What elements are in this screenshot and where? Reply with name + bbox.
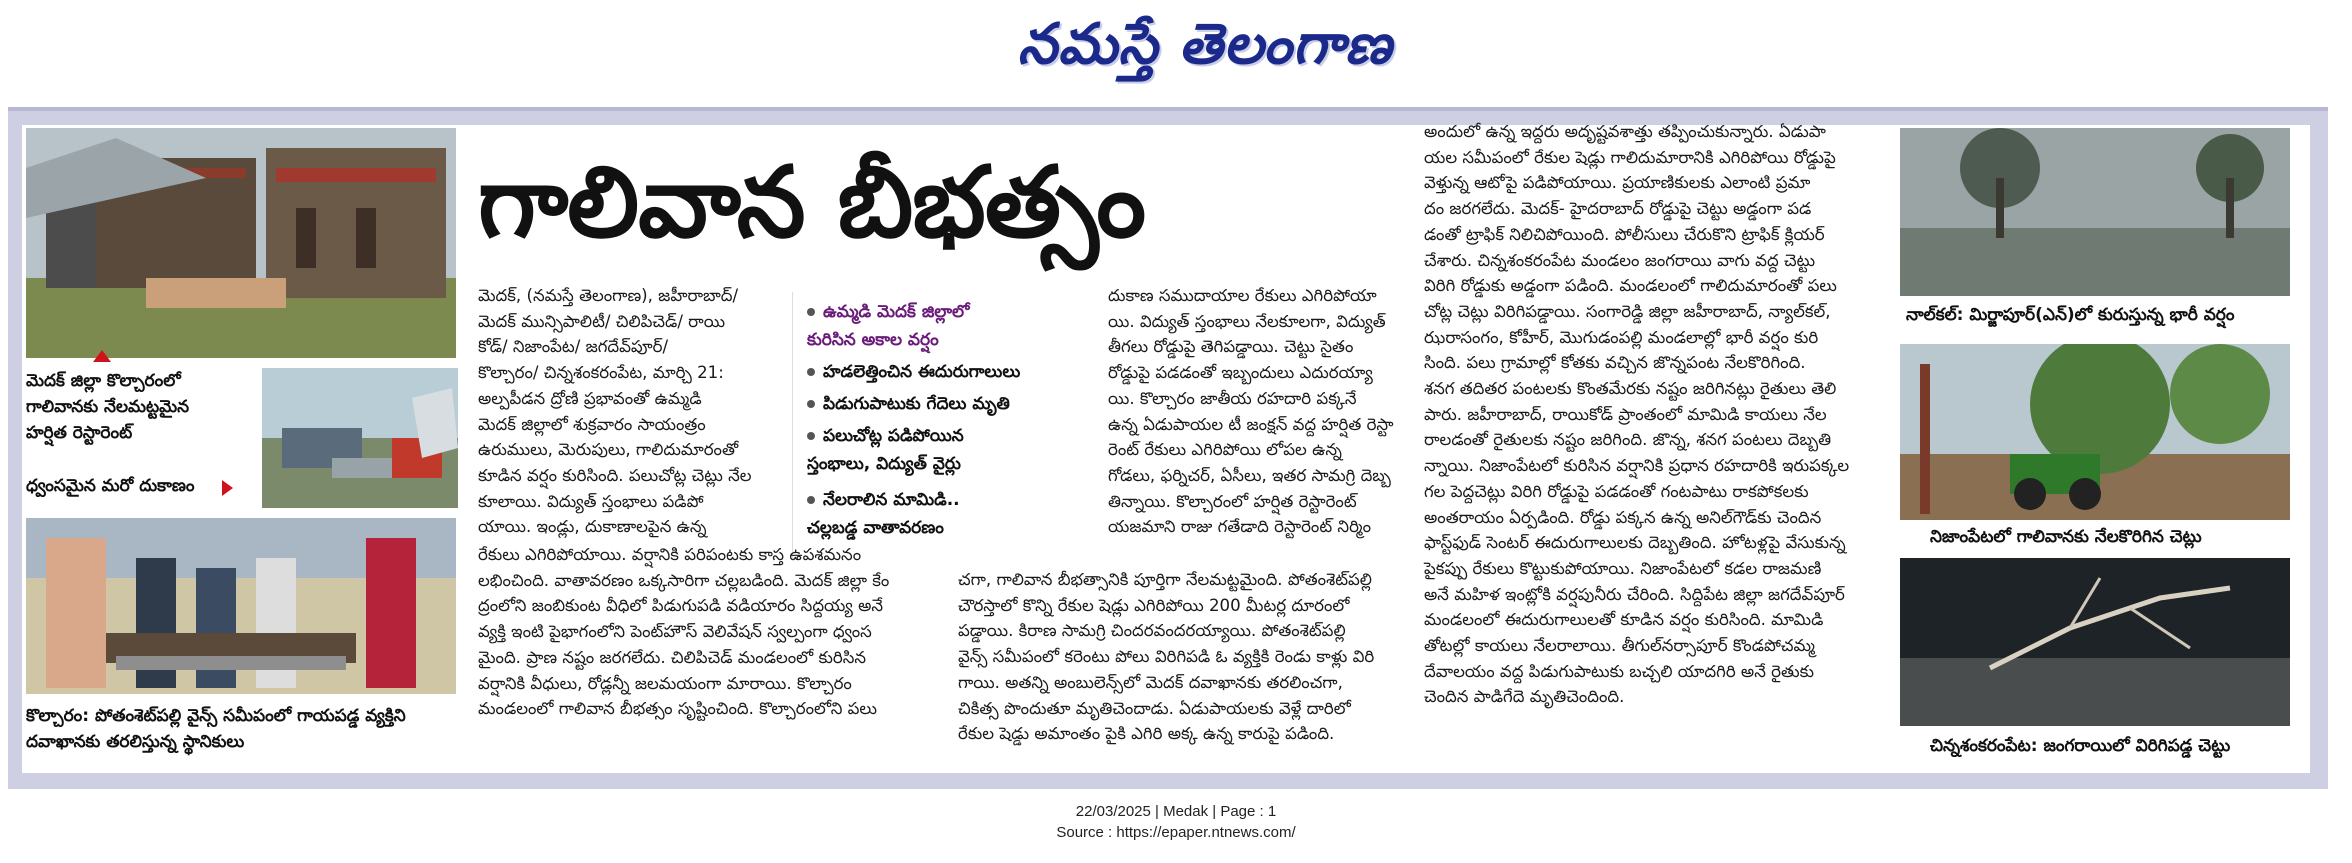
caption-collapsed-restaurant: మెదక్ జిల్లా కొల్చారంలో గాలివానకు నేలమట్టమైన హర్షిత రెస్టారెంట్: [26, 371, 190, 443]
photo-fallen-trees: [1900, 344, 2290, 520]
caption-damaged-shop: ధ్వంసమైన మరో దుకాణం: [26, 476, 195, 496]
caption-injured-man: కొల్చారం: పోతంశెట్‌పల్లి వైన్స్ సమీపంలో గాయపడ్డ వ్యక్తిని దవాఖానకు తరలిస్తున్న స్థానికులు: [26, 706, 406, 752]
caption-heavy-rain: నాల్‌కల్: మిర్జాపూర్(ఎన్)లో కురుస్తున్న భారీ వర్షం: [1906, 305, 2235, 325]
caption-broken-tree: చిన్నశంకరంపేట: జంగరాయిలో విరిగిపడ్డ చెట్టు: [1930, 736, 2231, 756]
bullet-icon: [807, 400, 815, 408]
article-col1-bottom: రేకులు ఎగిరిపోయాయి. వర్షానికి పరిపంటకు కాస్త ఉపశమనం లభించింది. వాతావరణం ఒక్కసారిగా చల్లబడింది. మెదక్ జిల్లా కేం ద్రంలోని జంబికుంట వీధిలో పిడుగుపడి వడియారం సిద్దయ్య అనే వ్యక్తి ఇంటి పైభాగంలోని పెంట్‌హౌస్ వెలివేషన్ స్వల్పంగా ధ్వంస మైంది. ప్రాణ నష్టం జరగలేదు. చిలిపిచెడ్ మండలంలో కురిసిన వర్షానికి వీధులు, రోడ్లన్నీ జలమయంగా మారాయి. కొల్చారం మండలంలో గాలివాన బీభత్సం సృష్టించింది. కొల్చారంలోని పలు: [478, 545, 890, 719]
highlight-item: హడలెత్తించిన ఈదురుగాలులు: [807, 358, 1097, 386]
article-col1-top: మెదక్, (నమస్తే తెలంగాణ), జహీరాబాద్/ మెదక్ మున్సిపాలిటీ/ చిలిపిచెడ్/ రాయి కోడ్/ నిజాంపేట/ జగదేవ్‌పూర్/ కొల్చారం/ చిన్నశంకరంపేట, మార్చి 21: అల్పపీడన ద్రోణి ప్రభావంతో ఉమ్మడి మెదక్ జిల్లాలో శుక్రవారం సాయంత్రం ఉరుములు, మెరుపులు, గాలిదుమారంతో కూడిన వర్షం కురిసింది. పలుచోట్ల చెట్లు నేల కూలాయి. విద్యుత్ స్తంభాలు పడిపో యాయి. ఇండ్లు, దుకాణాలపైన ఉన్న: [478, 286, 752, 537]
footer-source-link[interactable]: Source : https://epaper.ntnews.com/: [1056, 824, 1296, 841]
caption-fallen-trees: నిజాంపేటలో గాలివానకు నేలకొరిగిన చెట్లు: [1930, 527, 2202, 547]
bullet-icon: [807, 432, 815, 440]
article-col2-bottom: చగా, గాలివాన బీభత్సానికి పూర్తిగా నేలమట్టమైంది. పోతంశెట్‌పల్లి చౌరస్తాలో కొన్ని రేకుల షెడ్లు ఎగిరిపోయి 200 మీటర్ల దూరంలో పడ్డాయి. కిరాణ సామగ్రి చిందరవందరయ్యాయి. పోతంశెట్‌పల్లి వైన్స్ సమీపంలో కరెంటు పోలు విరిగిపడి ఓ వ్యక్తికి రెండు కాళ్లు విరి గాయి. అతన్ని అంబులెన్స్‌లో మెదక్ దవాఖానకు తరలించగా, చికిత్స పొందుతూ మృతిచెందాడు. ఏడుపాయలకు వెళ్లే దారిలో రేకుల షెడ్డు అమాంతం పైకి ఎగిరి అక్క ఉన్న కారుపై పడింది.: [958, 570, 1375, 744]
photo-injured-man: [26, 518, 456, 694]
bullet-icon: [807, 308, 815, 316]
masthead: [0, 0, 2352, 100]
highlight-item: పలుచోట్ల పడిపోయిన స్తంభాలు, విద్యుత్ వైర్లు: [807, 426, 964, 474]
newspaper-logo: నమస్తే తెలంగాణ: [1017, 11, 1393, 77]
photo-heavy-rain: [1900, 128, 2290, 296]
photo-damaged-shop: [262, 368, 458, 508]
highlight-item: పిడుగుపాటుకు గేదెలు మృతి: [807, 390, 1097, 418]
photo-collapsed-restaurant: [26, 128, 456, 358]
red-pointer-icon: [93, 350, 111, 362]
highlight-item: నేలరాలిన మామిడి.. చల్లబడ్డ వాతావరణం: [807, 490, 960, 538]
bullet-icon: [807, 368, 815, 376]
bullet-icon: [807, 496, 815, 504]
article-col2-top: దుకాణ సముదాయాల రేకులు ఎగిరిపోయా యి. విద్యుత్ స్తంభాలు నేలకూలగా, విద్యుత్ తీగలు రోడ్డుపై తెగిపడ్డాయి. చెట్టు సైతం రోడ్డుపై పడడంతో ఇబ్బందులు ఎదురయ్యా యి. కొల్చారం జాతీయ రహదారి పక్కనే ఉన్న ఏడుపాయల టీ జంక్షన్ వద్ద హర్షిత రెస్టా రెంట్ రేకులు ఎగిరిపోయి లోపల ఉన్న గోడలు, ఫర్నిచర్, ఏసీలు, ఇతర సామగ్రి దెబ్బ తిన్నాయి. కొల్చారంలో హర్షిత రెస్టారెంట్ యజమాని రాజు గతేడాది రెస్టారెంట్ నిర్మిం: [1108, 286, 1394, 537]
highlight-item: ఉమ్మడి మెదక్ జిల్లాలో కురిసిన అకాల వర్షం: [807, 302, 970, 350]
article-col3: అందులో ఉన్న ఇద్దరు అదృష్టవశాత్తు తప్పించుకున్నారు. ఏడుపా యల సమీపంలో రేకుల షెడ్లు గాలిదుమారానికి ఎగిరిపోయి రోడ్డుపై వెళ్తున్న ఆటోపై పడిపోయాయి. ప్రయాణికులకు ఎలాంటి ప్రమా దం జరగలేదు. మెదక్- హైదరాబాద్ రోడ్డుపై చెట్టు అడ్డంగా పడ డంతో ట్రాఫిక్ నిలిచిపోయింది. పోలీసులు చేరుకొని ట్రాఫిక్ క్లియర్ చేశారు. చిన్నశంకరంపేట మండలం జంగరాయి వాగు వద్ద చెట్టు విరిగి రోడ్డుకు అడ్డంగా పడింది. మండలంలో గాలిదుమారంతో పలు చోట్ల చెట్లు విరిగిపడ్డాయి. సంగారెడ్డి జిల్లా జహీరాబాద్, న్యాల్‌కల్, ఝరాసంగం, కోహీర్, మొగుడంపల్లి మండలాల్లో భారీ వర్షం కురి సింది. పలు గ్రామాల్లో కోతకు వచ్చిన జొన్నపంట నేలకొరిగింది. శనగ తదితర పంటలకు కొంతమేరకు నష్టం జరిగినట్లు రైతులు తెలి పారు. జహీరాబాద్, రాయికోడ్ ప్రాంతంలో మామిడి కాయలు నేల రాలడంతో రైతులకు నష్టం జరిగింది. జొన్న, శనగ పంటలు దెబ్బతి న్నాయి. నిజాంపేటలో కురిసిన వర్షానికి ప్రధాన రహదారికి ఇరుపక్కల గల పెద్దచెట్లు విరిగి రోడ్డుపై పడడంతో గంటపాటు రాకపోకలకు అంతరాయం ఏర్పడింది. రోడ్డు పక్కన ఉన్న అనిల్‌గౌడ్‌కు చెందిన ఫాస్ట్‌ఫుడ్ సెంటర్ ఈదురుగాలులకు దెబ్బతింది. హోటళ్లపై వేసుకున్న పైకప్పు రేకులు కొట్టుకుపోయాయి. నిజాంపేటలో కడల రాజమణి అనే మహిళ ఇంట్లోకి వర్షపునీరు చేరింది. సిద్దిపేట జిల్లా జగదేవ్‌పూర్ మండలంలో ఈదురుగాలులతో కూడిన వర్షం కురిసింది. మామిడి తోటల్లో కాయలు నేలరాలాయి. తీగుల్‌నర్సాపూర్ కొండపోచమ్మ దేవాలయం వద్ద పిడుగుపాటుకు బచ్చలి యాదగిరి అనే రైతుకు చెందిన పాడిగేదె మృతిచెందింది.: [1424, 122, 1850, 707]
footer-date: 22/03/2025 | Medak | Page : 1: [1075, 803, 1277, 820]
photo-broken-tree: [1900, 558, 2290, 726]
headline: గాలివాన బీభత్సం: [478, 146, 1146, 260]
highlights-box: [792, 292, 1094, 558]
